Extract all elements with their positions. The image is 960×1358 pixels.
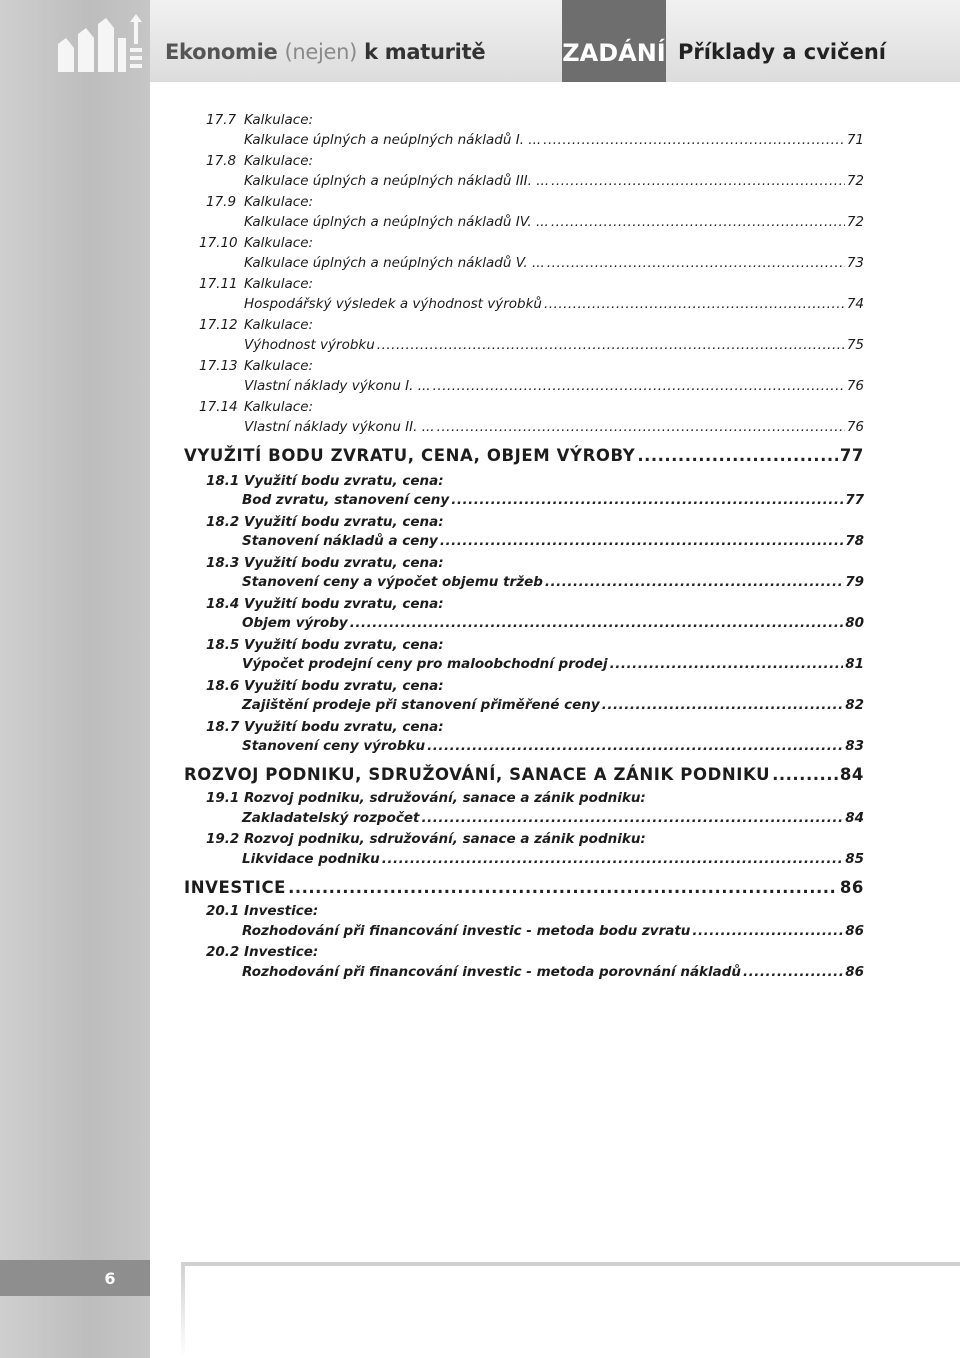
toc-entry-title: Stanovení ceny a výpočet objemu tržeb [242, 574, 543, 590]
toc-entry-title: Kalkulace úplných a neúplných nákladů III. ... [244, 173, 550, 189]
toc-entry-head: Kalkulace: [244, 276, 314, 292]
toc-page: 83 [845, 738, 864, 754]
toc-entry[interactable] [244, 173, 864, 189]
toc-page: 85 [845, 851, 864, 867]
toc-entry[interactable] [242, 851, 864, 867]
toc-entry-number: 18.3 [206, 555, 240, 571]
toc-entry-number: 17.10 [199, 235, 238, 251]
toc-entry[interactable] [242, 574, 864, 590]
toc-entry-head: Kalkulace: [244, 194, 314, 210]
toc-entry[interactable] [242, 656, 864, 672]
toc-chapter[interactable] [184, 765, 864, 784]
toc-page: 79 [845, 574, 864, 590]
toc-entry-number: 17.9 [206, 194, 237, 210]
brand-light: (nejen) [284, 40, 358, 64]
toc-entry-number: 18.5 [206, 637, 240, 653]
toc-entry-head: Kalkulace: [244, 317, 314, 333]
toc-entry-number: 17.11 [199, 276, 238, 292]
brand-bold: Ekonomie [165, 40, 278, 64]
toc-entry-head: Investice: [244, 944, 319, 960]
toc-entry[interactable] [242, 964, 864, 980]
toc-entry-head: Kalkulace: [244, 235, 314, 251]
toc-page: 76 [846, 378, 864, 394]
toc-entry-number: 20.1 [206, 903, 240, 919]
toc-entry-number: 17.14 [199, 399, 238, 415]
toc-entry[interactable] [244, 255, 864, 271]
toc-entry-number: 18.6 [206, 678, 240, 694]
toc-entry-number: 18.4 [206, 596, 240, 612]
toc-page: 86 [839, 878, 864, 897]
toc-entry-number: 20.2 [206, 944, 240, 960]
toc-entry[interactable] [244, 214, 864, 230]
toc-page: 74 [846, 296, 864, 312]
toc-entry-head: Využití bodu zvratu, cena: [244, 678, 444, 694]
toc-entry-head: Investice: [244, 903, 319, 919]
toc-entry-number: 18.7 [206, 719, 240, 735]
toc-entry[interactable] [244, 337, 864, 353]
toc-page: 72 [846, 214, 864, 230]
toc-entry[interactable] [242, 738, 864, 754]
toc-page: 86 [845, 964, 864, 980]
toc-entry[interactable] [244, 378, 864, 394]
toc-page: 77 [839, 446, 864, 465]
toc-entry-number: 17.7 [206, 112, 237, 128]
toc-entry-head: Využití bodu zvratu, cena: [244, 473, 444, 489]
toc-entry[interactable] [244, 419, 864, 435]
toc-entry[interactable] [242, 923, 864, 939]
toc-entry-head: Rozvoj podniku, sdružování, sanace a zánik podniku: [244, 790, 646, 806]
toc-page: 78 [845, 533, 864, 549]
toc-entry-title: Stanovení nákladů a ceny [242, 533, 438, 549]
toc-entry-title: Rozhodování při financování investic - metoda bodu zvratu [242, 923, 691, 939]
toc-entry-title: Vlastní náklady výkonu I. ... [244, 378, 431, 394]
toc-entry-head: Kalkulace: [244, 399, 314, 415]
toc-entry-title: Zajištění prodeje při stanovení přiměřené ceny [242, 697, 600, 713]
toc-entry-title: Výpočet prodejní ceny pro maloobchodní prodej [242, 656, 608, 672]
toc-entry-title: Bod zvratu, stanovení ceny [242, 492, 450, 508]
toc-entry-head: Kalkulace: [244, 153, 314, 169]
toc-entry-title: Hospodářský výsledek a výhodnost výrobků [244, 296, 542, 312]
toc-page: 75 [846, 337, 864, 353]
toc-entry[interactable] [244, 132, 864, 148]
toc-page: 72 [846, 173, 864, 189]
toc-chapter[interactable] [184, 878, 864, 897]
toc-entry-head: Využití bodu zvratu, cena: [244, 514, 444, 530]
toc-entry-number: 17.13 [199, 358, 238, 374]
toc-entry-number: 19.1 [206, 790, 240, 806]
toc-entry-title: Zakladatelský rozpočet [242, 810, 420, 826]
brand-end: k maturitě [364, 40, 486, 64]
footer-rule [185, 1262, 960, 1266]
toc-entry-head: Kalkulace: [244, 112, 314, 128]
toc-entry[interactable] [244, 296, 864, 312]
toc-page: 81 [845, 656, 864, 672]
toc-entry-head: Využití bodu zvratu, cena: [244, 596, 444, 612]
toc-entry-number: 17.12 [199, 317, 238, 333]
toc-page: 77 [845, 492, 864, 508]
toc-entry[interactable] [242, 697, 864, 713]
toc-entry[interactable] [242, 533, 864, 549]
toc-entry-number: 18.2 [206, 514, 240, 530]
toc-entry-title: Likvidace podniku [242, 851, 380, 867]
page-number: 6 [0, 1260, 150, 1296]
toc-entry-number: 18.1 [206, 473, 240, 489]
toc-chapter[interactable] [184, 446, 864, 465]
toc-entry-head: Využití bodu zvratu, cena: [244, 555, 444, 571]
toc-entry-number: 17.8 [206, 153, 237, 169]
toc-page: 84 [845, 810, 864, 826]
toc-entry-title: Vlastní náklady výkonu II. ... [244, 419, 435, 435]
toc-page: 80 [845, 615, 864, 631]
toc-page: 84 [839, 765, 864, 784]
toc-entry-title: Kalkulace úplných a neúplných nákladů IV. ... [244, 214, 549, 230]
toc-page: 76 [846, 419, 864, 435]
toc-entry-head: Využití bodu zvratu, cena: [244, 719, 444, 735]
toc-chapter-title: VYUŽITÍ BODU ZVRATU, CENA, OBJEM VÝROBY [184, 446, 636, 465]
toc-entry-title: Kalkulace úplných a neúplných nákladů V. ... [244, 255, 545, 271]
toc-entry-title: Rozhodování při financování investic - metoda porovnání nákladů [242, 964, 742, 980]
toc-page: 86 [845, 923, 864, 939]
tab-zadani: ZADÁNÍ [562, 0, 666, 82]
toc-page: 73 [846, 255, 864, 271]
toc-chapter-title: INVESTICE [184, 878, 287, 897]
toc-entry-number: 19.2 [206, 831, 240, 847]
toc-entry-title: Výhodnost výrobku [244, 337, 375, 353]
section-title: Příklady a cvičení [678, 40, 886, 64]
toc-page: 71 [846, 132, 864, 148]
toc-chapter-title: ROZVOJ PODNIKU, SDRUŽOVÁNÍ, SANACE A ZÁNIK PODNIKU [184, 765, 771, 784]
toc-entry[interactable] [242, 810, 864, 826]
footer-rule-vertical [181, 1262, 185, 1358]
toc-entry-title: Objem výroby [242, 615, 348, 631]
toc-entry[interactable] [242, 492, 864, 508]
toc-entry[interactable] [242, 615, 864, 631]
toc-page: 82 [845, 697, 864, 713]
toc-entry-head: Využití bodu zvratu, cena: [244, 637, 444, 653]
toc-entry-title: Stanovení ceny výrobku [242, 738, 426, 754]
toc-entry-title: Kalkulace úplných a neúplných nákladů I. ... [244, 132, 542, 148]
toc-entry-head: Rozvoj podniku, sdružování, sanace a zánik podniku: [244, 831, 646, 847]
toc-entry-head: Kalkulace: [244, 358, 314, 374]
